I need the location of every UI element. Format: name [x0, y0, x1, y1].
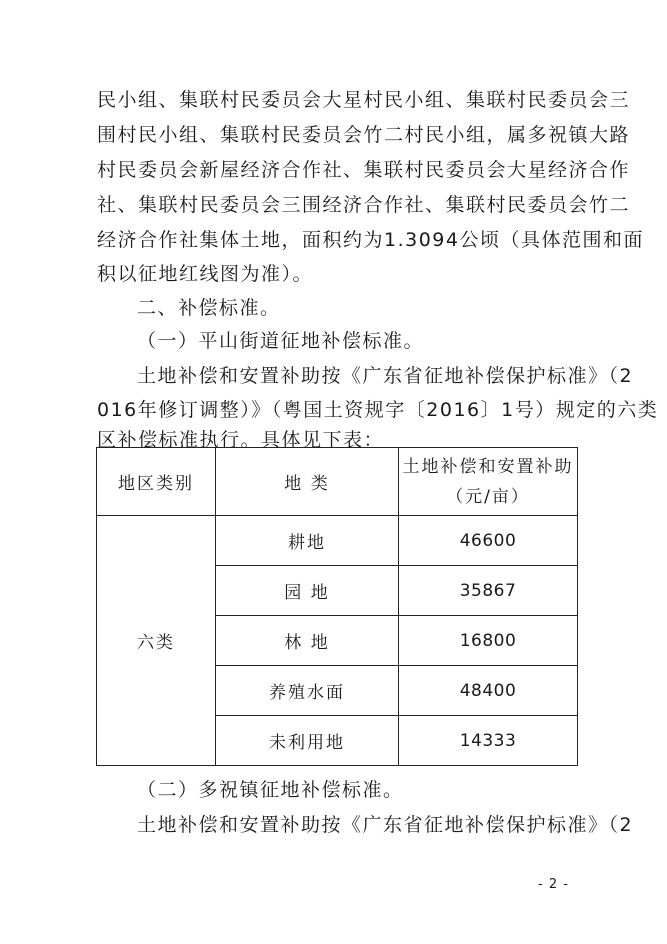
- amount-cell: 46600: [399, 516, 578, 566]
- paragraph-line: 围村民小组、集联村民委员会竹二村民小组，属多祝镇大路: [97, 124, 631, 146]
- header-compensation-line1: 土地补偿和安置补助: [402, 456, 574, 477]
- amount-cell: 16800: [399, 616, 578, 666]
- amount-cell: 14333: [399, 716, 578, 766]
- compensation-table: [96, 447, 578, 766]
- paragraph-line: 村民委员会新屋经济合作社、集联村民委员会大星经济合作: [97, 159, 631, 181]
- land-type-cell: 养殖水面: [216, 666, 399, 716]
- page-number: - 2 -: [538, 877, 569, 892]
- land-type-cell: 林 地: [216, 616, 399, 666]
- paragraph-line: 积以征地红线图为准）。: [97, 263, 314, 285]
- paragraph-line: 民小组、集联村民委员会大星村民小组、集联村民委员会三: [97, 89, 631, 111]
- table-row: [97, 516, 578, 566]
- paragraph-line: 土地补偿和安置补助按《广东省征地补偿保护标准》（2: [137, 365, 634, 387]
- paragraph-line: 社、集联村民委员会三围经济合作社、集联村民委员会竹二: [97, 194, 631, 216]
- paragraph-line: 区补偿标准执行。具体见下表：: [97, 429, 385, 451]
- land-type-cell: 未利用地: [216, 716, 399, 766]
- paragraph-line: 土地补偿和安置补助按《广东省征地补偿保护标准》（2: [137, 814, 634, 836]
- paragraph-line: 经济合作社集体土地，面积约为1.3094公顷（具体范围和面: [97, 229, 644, 251]
- header-compensation: [399, 448, 578, 516]
- table-header-row: [97, 448, 578, 516]
- header-land-type: 地 类: [216, 448, 399, 516]
- land-type-cell: 耕地: [216, 516, 399, 566]
- subsection-heading: （二）多祝镇征地补偿标准。: [137, 779, 404, 801]
- section-heading: 二、补偿标准。: [137, 297, 281, 319]
- region-cell: 六类: [97, 516, 216, 766]
- amount-cell: 35867: [399, 566, 578, 616]
- paragraph-line: 016年修订调整）》（粤国土资规字〔2016〕1号）规定的六类: [97, 399, 659, 421]
- land-type-cell: 园 地: [216, 566, 399, 616]
- amount-cell: 48400: [399, 666, 578, 716]
- header-compensation-line2: （元/亩）: [446, 486, 530, 507]
- header-region: 地区类别: [97, 448, 216, 516]
- subsection-heading: （一）平山街道征地补偿标准。: [137, 330, 425, 352]
